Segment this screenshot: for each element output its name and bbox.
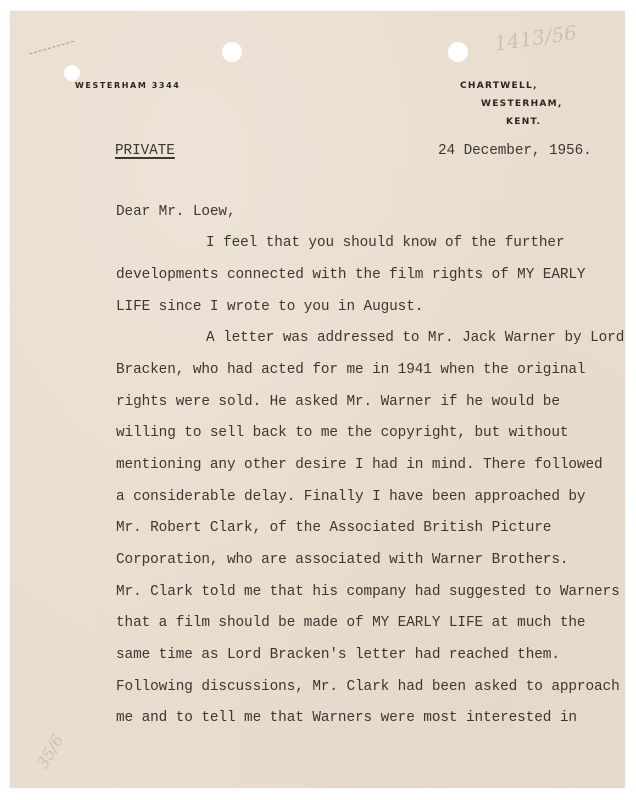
body-line: A letter was addressed to Mr. Jack Warner by Lord xyxy=(206,330,625,346)
salutation: Dear Mr. Loew, xyxy=(116,204,236,220)
body-line: rights were sold. He asked Mr. Warner if he would be xyxy=(116,394,560,410)
letterhead-address-line-3: KENT. xyxy=(506,117,542,127)
letterhead-phone: WESTERHAM 3344 xyxy=(75,81,181,90)
body-line: me and to tell me that Warners were most interested in xyxy=(116,710,577,726)
punch-hole-corner xyxy=(64,65,80,81)
body-line: Corporation, who are associated with Warner Brothers. xyxy=(116,552,569,568)
body-line: mentioning any other desire I had in mind. There followed xyxy=(116,457,603,473)
letterhead-address-line-2: WESTERHAM, xyxy=(481,99,563,109)
letterhead-address-line-1: CHARTWELL, xyxy=(460,81,538,91)
private-marking: PRIVATE xyxy=(115,143,175,159)
body-line: a considerable delay. Finally I have been approached by xyxy=(116,489,586,505)
body-line: that a film should be made of MY EARLY LIFE at much the xyxy=(116,615,586,631)
body-line: Bracken, who had acted for me in 1941 when the original xyxy=(116,362,586,378)
body-line: Following discussions, Mr. Clark had been asked to approach xyxy=(116,679,620,695)
body-line: LIFE since I wrote to you in August. xyxy=(116,299,424,315)
body-line: Mr. Robert Clark, of the Associated British Picture xyxy=(116,520,552,536)
body-line: willing to sell back to me the copyright, but without xyxy=(116,425,569,441)
letter-date: 24 December, 1956. xyxy=(438,143,592,159)
pencil-annotation-top-right: 1413/56 xyxy=(492,20,579,56)
punch-hole-left xyxy=(222,42,242,62)
pencil-annotation-bottom-left: 35/6 xyxy=(32,731,68,772)
body-line: Mr. Clark told me that his company had suggested to Warners xyxy=(116,584,620,600)
body-line: developments connected with the film rights of MY EARLY xyxy=(116,267,586,283)
punch-hole-right xyxy=(448,42,468,62)
body-line: I feel that you should know of the further xyxy=(206,235,565,251)
body-line: same time as Lord Bracken's letter had reached them. xyxy=(116,647,560,663)
